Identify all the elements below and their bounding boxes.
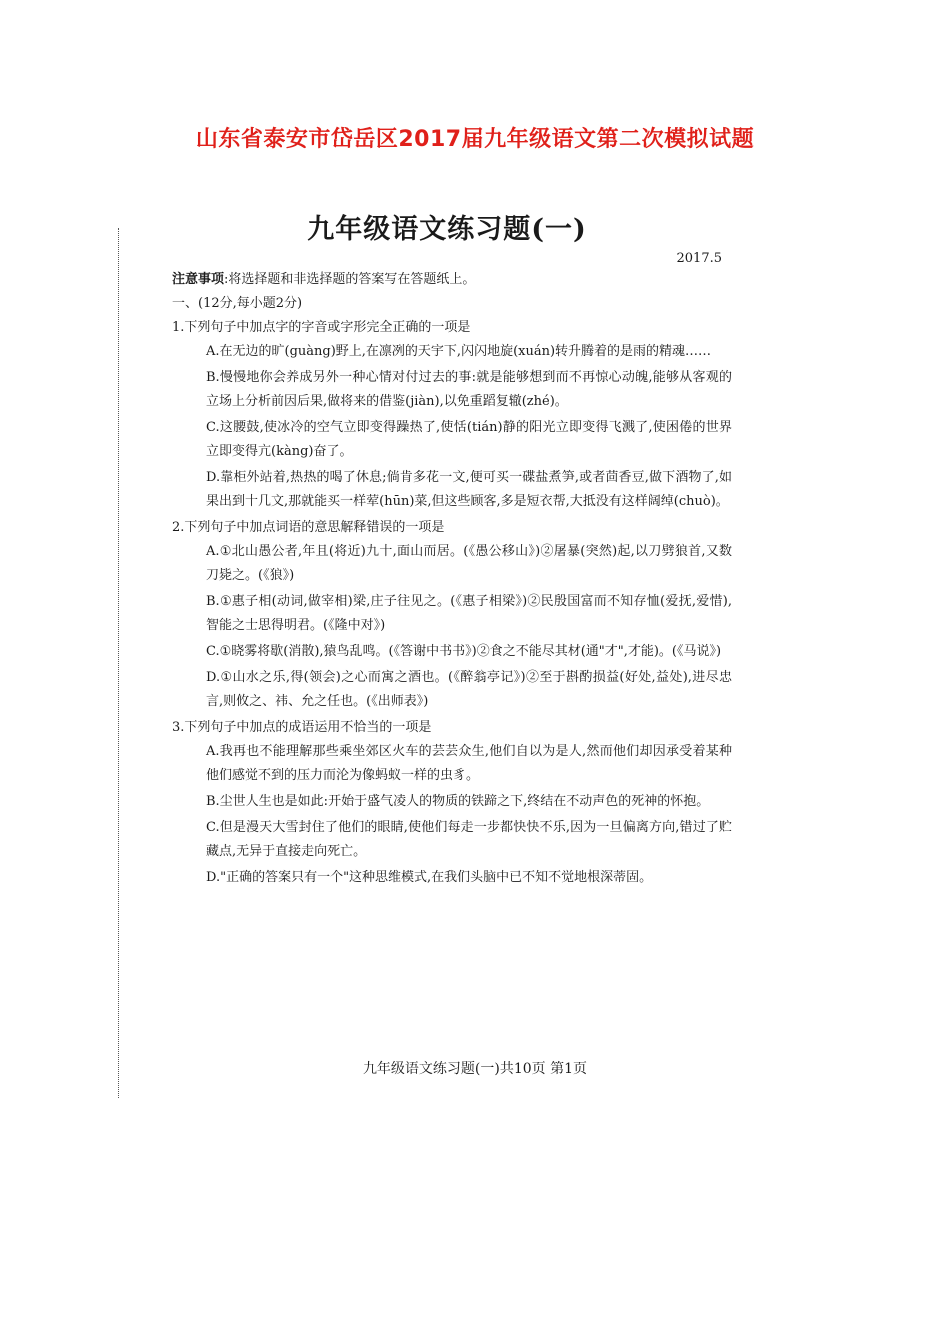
question-3	[172, 716, 732, 890]
notice-text: :将选择题和非选择题的答案写在答题纸上。	[224, 272, 476, 287]
option-b: B.慢慢地你会养成另外一种心情对付过去的事:就是能够想到而不再惊心动魄,能够从客观的立场上分析前因后果,做将来的借鉴(jiàn),以免重蹈复辙(zhé)。	[206, 370, 732, 409]
section-heading: 一、(12分,每小题2分)	[172, 296, 303, 311]
question-stem: 2.下列句子中加点词语的意思解释错误的一项是	[172, 520, 445, 535]
option-d: D.①山水之乐,得(领会)之心而寓之酒也。(《醉翁亭记》)②至于斟酌损益(好处,益处),进尽忠言,则攸之、祎、允之任也。(《出师表》)	[206, 670, 732, 709]
exam-title: 九年级语文练习题(一)	[307, 214, 587, 245]
question-1	[172, 316, 732, 514]
notice-label: 注意事项	[172, 272, 225, 287]
scanned-exam-page	[172, 212, 732, 892]
question-stem: 1.下列句子中加点字的字音或字形完全正确的一项是	[172, 320, 471, 335]
question-stem: 3.下列句子中加点的成语运用不恰当的一项是	[172, 720, 432, 735]
question-2	[172, 516, 732, 714]
binding-margin-line	[118, 228, 119, 1098]
option-c: C.这腰鼓,使冰冷的空气立即变得躁热了,使恬(tián)静的阳光立即变得飞溅了,使困倦的世界立即变得亢(kàng)奋了。	[206, 420, 732, 459]
option-c: C.但是漫天大雪封住了他们的眼睛,使他们每走一步都快快不乐,因为一旦偏离方向,错过了贮藏点,无异于直接走向死亡。	[206, 820, 732, 859]
document-title: 山东省泰安市岱岳区2017届九年级语文第二次模拟试题	[195, 127, 755, 152]
option-a: A.在无边的旷(guàng)野上,在凛冽的天宇下,闪闪地旋(xuán)转升腾着的是雨的精魂……	[206, 344, 712, 359]
option-a: A.①北山愚公者,年且(将近)九十,面山而居。(《愚公移山》)②屠暴(突然)起,以刀劈狼首,又数刀毙之。(《狼》)	[206, 544, 732, 583]
notice	[172, 268, 732, 292]
page-footer: 九年级语文练习题(一)共10页 第1页	[362, 1061, 588, 1077]
option-c: C.①晓雾将歇(消散),猿鸟乱鸣。(《答谢中书书》)②食之不能尽其材(通"才",才能)。(《马说》)	[206, 644, 722, 659]
option-d: D.靠柜外站着,热热的喝了休息;倘肯多花一文,便可买一碟盐煮笋,或者茴香豆,做下酒物了,如果出到十几文,那就能买一样荤(hūn)菜,但这些顾客,多是短衣帮,大抵没有这样阔绰(chuò)。	[206, 470, 732, 509]
exam-date: 2017.5	[676, 251, 722, 266]
option-d: D."正确的答案只有一个"这种思维模式,在我们头脑中已不知不觉地根深蒂固。	[206, 870, 653, 885]
option-a: A.我再也不能理解那些乘坐郊区火车的芸芸众生,他们自以为是人,然而他们却因承受着某种他们感觉不到的压力而沦为像蚂蚁一样的虫豸。	[206, 744, 732, 783]
option-b: B.尘世人生也是如此:开始于盛气凌人的物质的铁蹄之下,终结在不动声色的死神的怀抱。	[206, 794, 710, 809]
option-b: B.①惠子相(动词,做宰相)梁,庄子往见之。(《惠子相梁》)②民殷国富而不知存恤(爱抚,爱惜),智能之士思得明君。(《隆中对》)	[206, 594, 732, 633]
